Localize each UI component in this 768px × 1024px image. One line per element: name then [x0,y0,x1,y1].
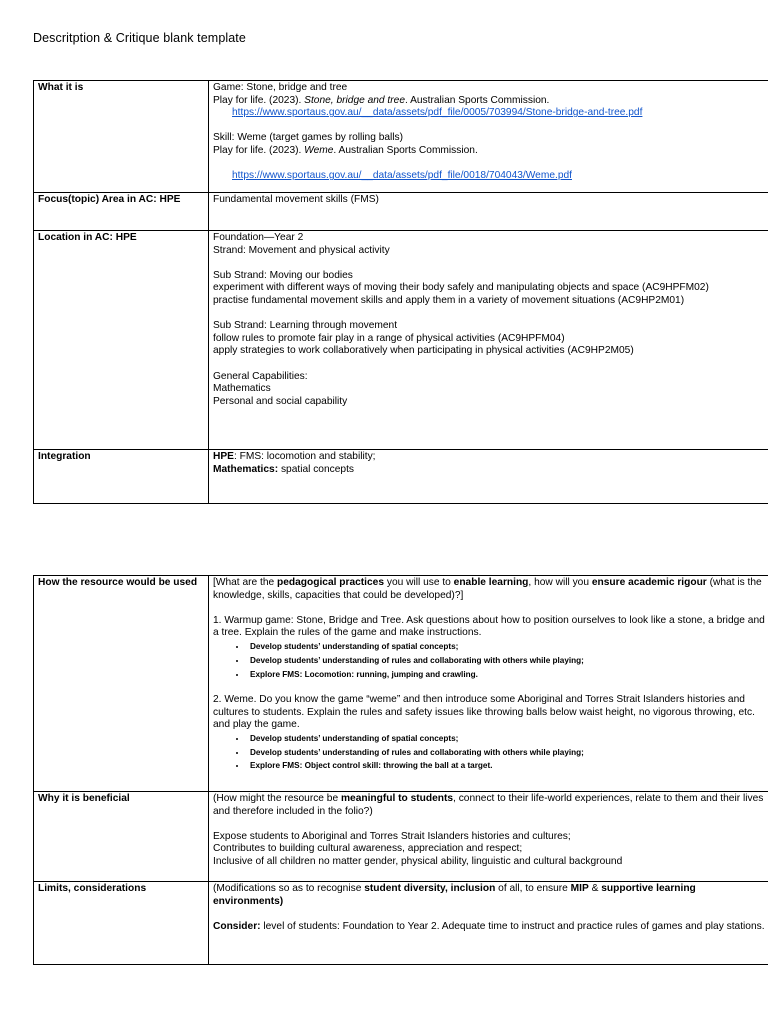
row-label-focus: Focus(topic) Area in AC: HPE [34,193,209,231]
how-prompt-text: (what is the knowledge, skills, capacities that could be developed)?] [213,577,762,601]
how-item-1-bullets [213,640,768,681]
ref2-publisher: . Australian Sports Commission. [333,144,478,156]
row-label-how: How the resource would be used [34,576,209,792]
math-text: spatial concepts [278,463,354,475]
list-item: • Explore FMS: Locomotion: running, jumping and crawling. [247,668,768,682]
sub-strand-2-title: Sub Strand: Learning through movement [213,320,398,332]
ref1-author: Play for life. (2023). [213,94,305,106]
why-line-3: Inclusive of all children no matter gender, physical ability, linguistic and cultural background [213,855,623,867]
sub-strand-2-outcome-b: apply strategies to work collaboratively when participating in physical activities (AC9HP2M05) [213,345,634,357]
ref2-title: Weme [304,144,334,156]
how-prompt-text: , how will you [528,577,592,588]
table-row-limits [34,882,768,965]
row-label-why: Why it is beneficial [34,792,209,882]
description-table [33,80,768,504]
limits-prompt-text: (Modifications so as to recognise [213,883,365,894]
why-prompt-bold: meaningful to students [340,793,454,804]
how-prompt-bold: enable learning [453,577,529,588]
table-row-location [34,231,768,450]
list-item: • Develop students’ understanding of spatial concepts; [247,640,768,654]
why-prompt-text: , connect to their life-world experiences, relate to them and their lives and therefore included in the folio?) [213,793,764,817]
limits-prompt-bold: student diversity, inclusion [364,883,496,894]
limits-prompt [213,883,768,908]
what-it-is-content [209,81,768,193]
why-content [209,792,768,882]
why-line-2: Contributes to building cultural awareness, appreciation and respect; [213,843,523,855]
limits-prompt-bold: MIP [570,883,589,894]
table-row-focus [34,193,768,231]
list-item: • Develop students’ understanding of spatial concepts; [247,732,768,746]
weme-link[interactable]: https://www.sportaus.gov.au/__data/assets/pdf_file/0018/704043/Weme.pdf [232,170,572,182]
ref1-title: Stone, bridge and tree [304,94,405,106]
table-row-integration [34,450,768,504]
list-item: • Explore FMS: Object control skill: throwing the ball at a target. [247,759,768,773]
why-line-1: Expose students to Aboriginal and Torres Strait Islanders histories and cultures; [213,830,571,842]
why-prompt [213,793,768,818]
integration-content [209,450,768,504]
location-content [209,231,768,450]
limits-prompt-text: & [588,883,602,894]
critique-table [33,575,768,965]
limits-consider [213,921,768,934]
row-label-what-it-is: What it is [34,81,209,193]
limits-prompt-text: of all, to ensure [495,883,571,894]
ref2-author: Play for life. (2023). [213,144,305,156]
how-prompt-text: you will use to [384,577,454,588]
how-content [209,576,768,792]
consider-label: Consider: [213,920,261,932]
reference-stone-bridge-tree [213,95,768,108]
table-row-what-it-is [34,81,768,193]
location-strand: Strand: Movement and physical activity [213,244,390,256]
how-prompt-text: [What are the [213,577,277,588]
sub-strand-2-outcome-a: follow rules to promote fair play in a range of physical activities (AC9HPFM04) [213,332,565,344]
skill-line: Skill: Weme (target games by rolling balls) [213,132,404,144]
table-row-why [34,792,768,882]
how-prompt [213,577,768,602]
integration-hpe [213,451,768,464]
sub-strand-1-title: Sub Strand: Moving our bodies [213,269,353,281]
how-prompt-bold: ensure academic rigour [591,577,707,588]
how-prompt-bold: pedagogical practices [277,577,385,588]
focus-value: Fundamental movement skills (FMS) [209,193,768,231]
stone-bridge-tree-link[interactable]: https://www.sportaus.gov.au/__data/assets/pdf_file/0005/703994/Stone-bridge-and-tree.pdf [232,107,643,119]
location-year: Foundation—Year 2 [213,232,304,243]
general-capability-2: Personal and social capability [213,395,348,407]
document-title: Descritption & Critique blank template [33,31,246,45]
consider-text: level of students: Foundation to Year 2. Adequate time to instruct and practice rules of games and play stations. [260,920,765,932]
hpe-label: HPE [213,451,234,462]
how-item-1: 1. Warmup game: Stone, Bridge and Tree. Ask questions about how to position ourselves to look like a stone, a bridge and a tree. Explain the rules of the game and make instructions. [213,614,765,639]
hpe-text: : FMS: locomotion and stability; [233,451,376,462]
game-line: Game: Stone, bridge and tree [213,82,348,93]
limits-prompt-bold: supportive learning environments) [213,883,696,907]
sub-strand-1-outcome-b: practise fundamental movement skills and apply them in a variety of movement situations (AC9HP2M01) [213,294,685,306]
reference-weme [213,145,768,158]
general-capabilities-title: General Capabilities: [213,370,308,382]
how-item-2-bullets [213,732,768,773]
ref1-publisher: . Australian Sports Commission. [405,94,550,106]
row-label-integration: Integration [34,450,209,504]
math-label: Mathematics: [213,463,279,475]
list-item: • Develop students’ understanding of rules and collaborating with others while playing; [247,654,768,668]
general-capability-1: Mathematics [213,383,271,395]
how-item-2: 2. Weme. Do you know the game “weme” and then introduce some Aboriginal and Torres Strait Islanders histories and cultures to students. Explain the rules and safety issues like throwing balls below waist height, no vigorous throwing, etc. and play the game. [213,693,755,731]
row-label-limits: Limits, considerations [34,882,209,965]
row-label-location: Location in AC: HPE [34,231,209,450]
integration-math [213,464,768,477]
sub-strand-1-outcome-a: experiment with different ways of moving their body safely and manipulating objects and space (AC9HPFM02) [213,282,709,294]
limits-content [209,882,768,965]
list-item: • Develop students’ understanding of rules and collaborating with others while playing; [247,746,768,760]
why-prompt-text: (How might the resource be [213,793,341,804]
table-row-how [34,576,768,792]
